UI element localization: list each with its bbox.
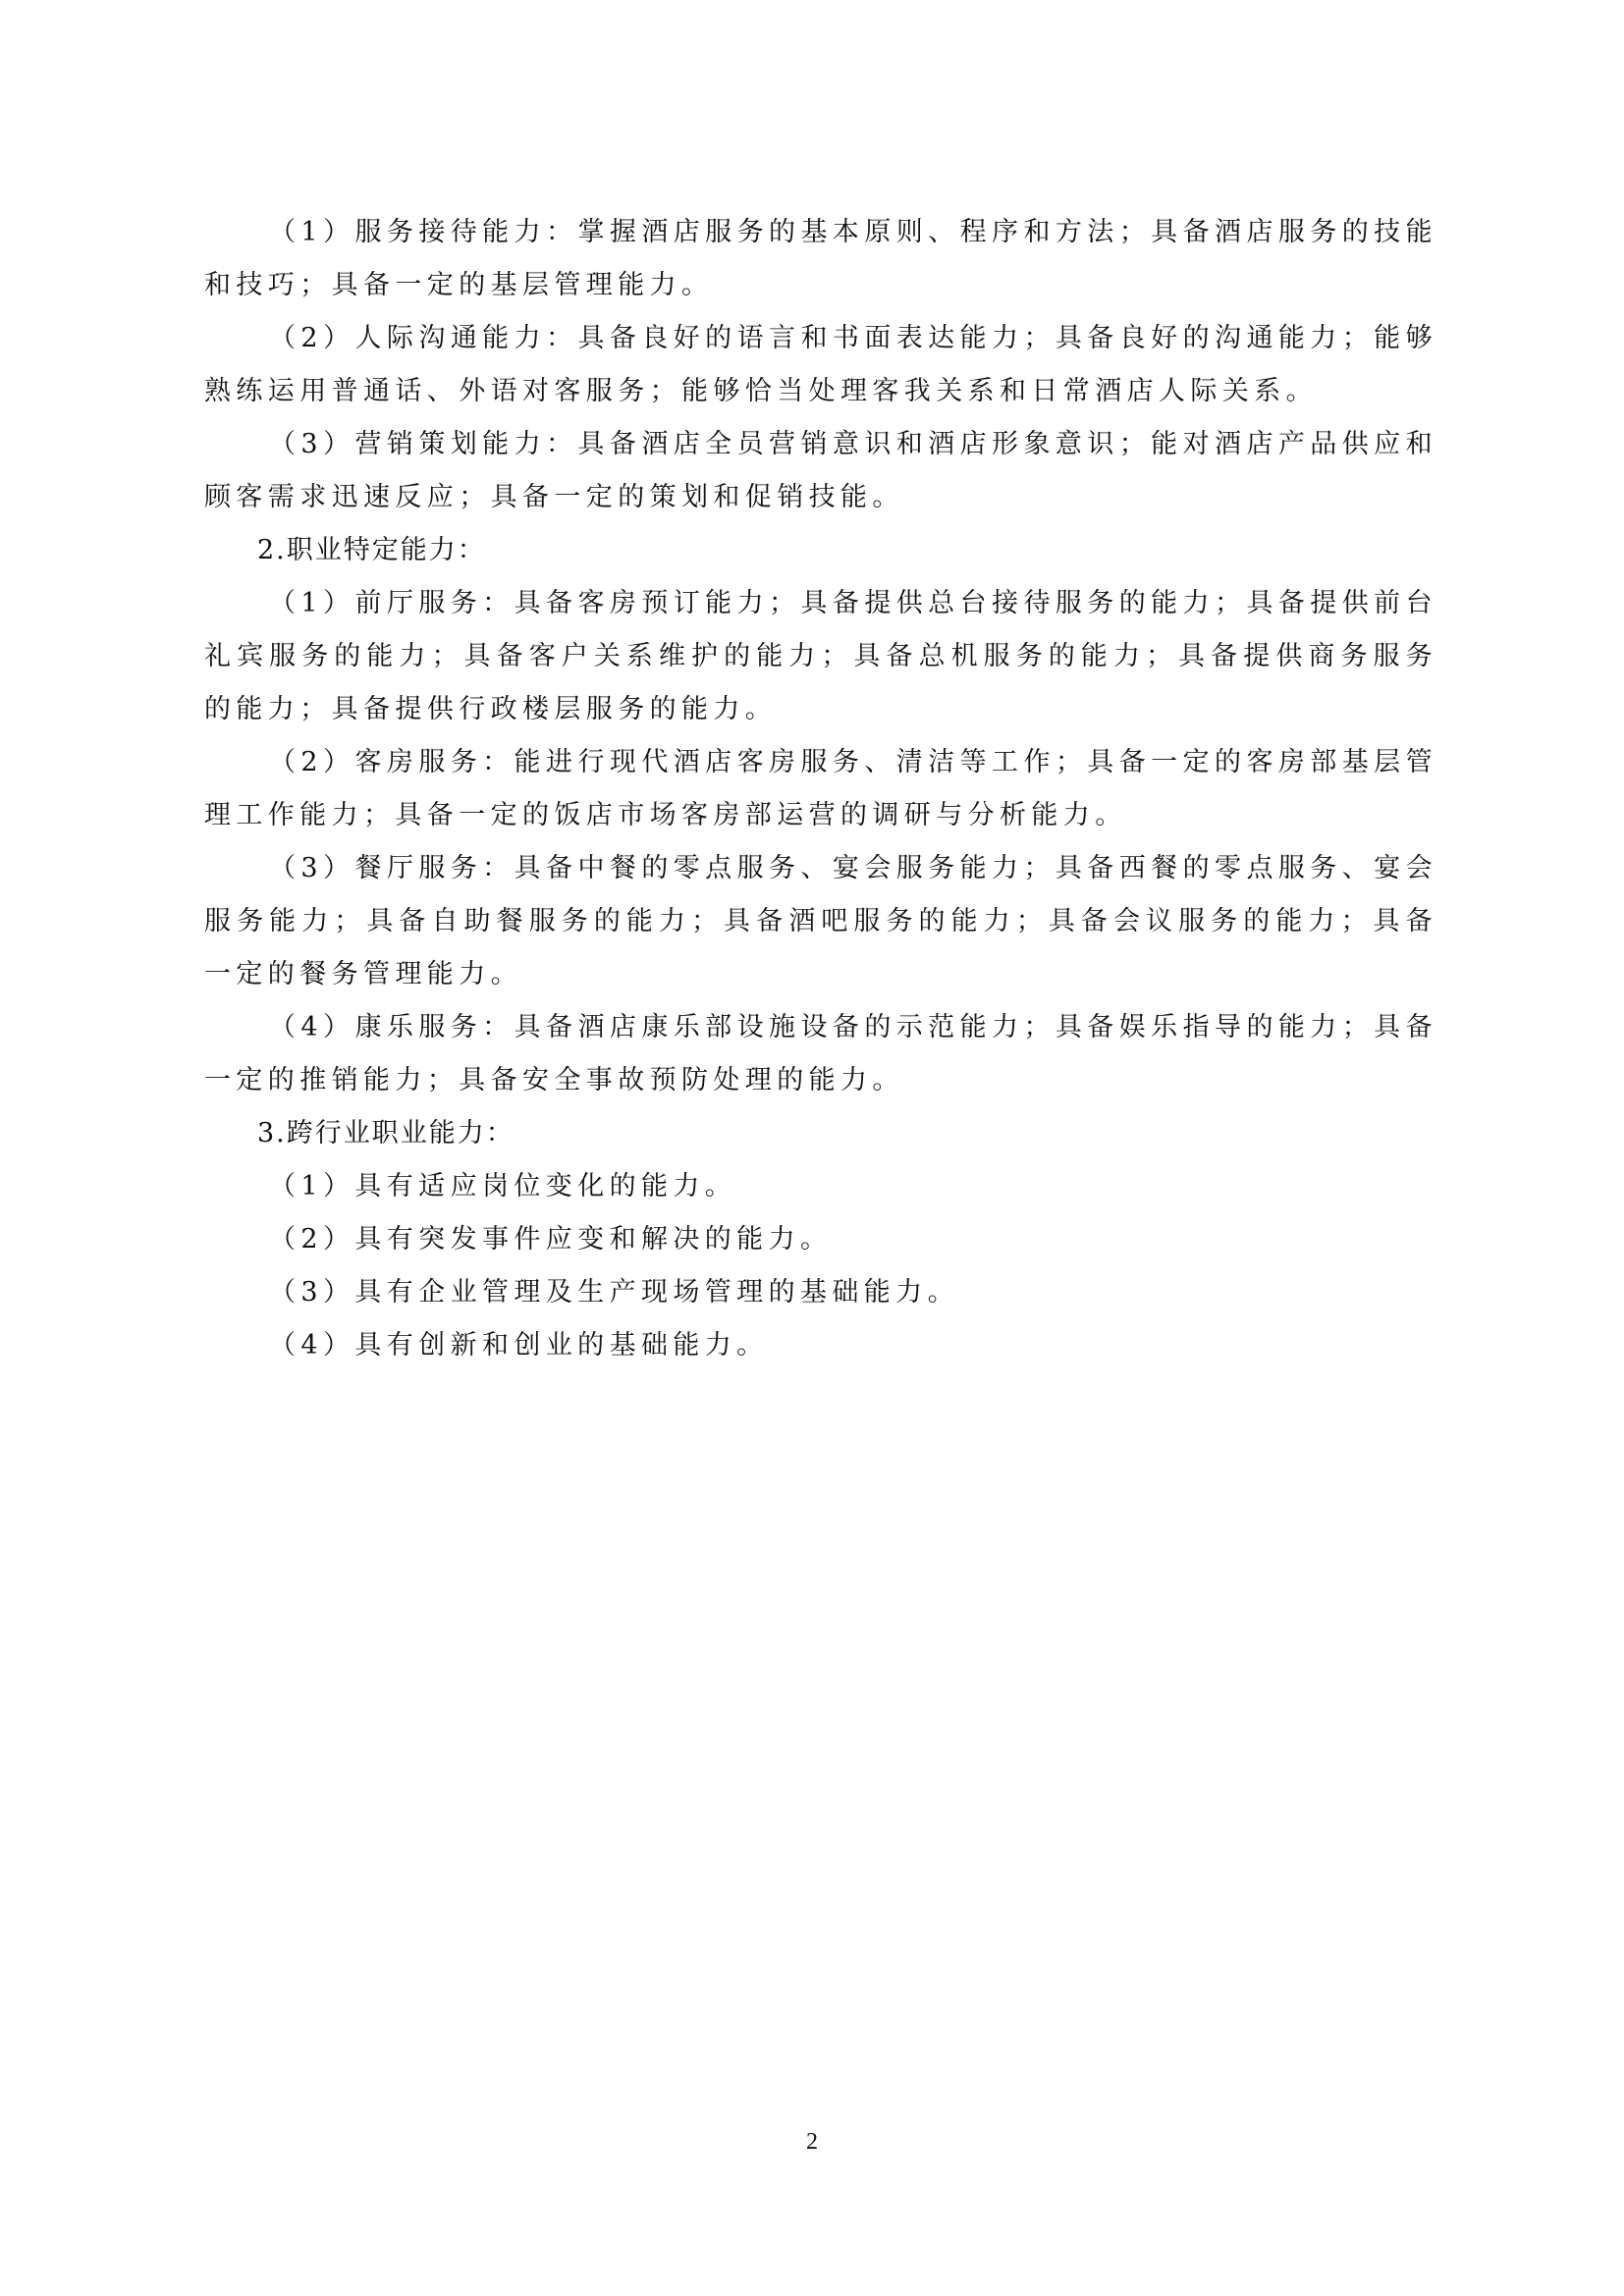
page-number: 2 bbox=[806, 2129, 818, 2155]
section-heading-specific-abilities: 2.职业特定能力： bbox=[257, 535, 486, 565]
paragraph-housekeeping: （2）客房服务：能进行现代酒店客房服务、清洁等工作；具备一定的客房部基层管理工作能力；具备一定的饭店市场客房部运营的调研与分析能力。 bbox=[204, 747, 1437, 830]
paragraph-marketing-planning: （3）营销策划能力：具备酒店全员营销意识和酒店形象意识；能对酒店产品供应和顾客需求迅速反应；具备一定的策划和促销技能。 bbox=[204, 429, 1437, 512]
paragraph-front-office: （1）前厅服务：具备客房预订能力；具备提供总台接待服务的能力；具备提供前台礼宾服务的能力；具备客户关系维护的能力；具备总机服务的能力；具备提供商务服务的能力；具备提供行政楼层服务的能力。 bbox=[204, 588, 1437, 724]
list-item-innovation: （4）具有创新和创业的基础能力。 bbox=[269, 1330, 769, 1361]
document-body bbox=[204, 206, 1437, 1372]
paragraph-interpersonal-communication: （2）人际沟通能力：具备良好的语言和书面表达能力；具备良好的沟通能力；能够熟练运用普通话、外语对客服务；能够恰当处理客我关系和日常酒店人际关系。 bbox=[204, 323, 1437, 406]
list-item-emergency-response: （2）具有突发事件应变和解决的能力。 bbox=[269, 1224, 833, 1255]
section-heading-cross-industry: 3.跨行业职业能力： bbox=[257, 1118, 514, 1148]
list-item-management: （3）具有企业管理及生产现场管理的基础能力。 bbox=[269, 1277, 959, 1308]
paragraph-recreation: （4）康乐服务：具备酒店康乐部设施设备的示范能力；具备娱乐指导的能力；具备一定的推销能力；具备安全事故预防处理的能力。 bbox=[204, 1012, 1437, 1095]
paragraph-service-reception: （1）服务接待能力：掌握酒店服务的基本原则、程序和方法；具备酒店服务的技能和技巧；具备一定的基层管理能力。 bbox=[204, 217, 1437, 300]
list-item-adaptability: （1）具有适应岗位变化的能力。 bbox=[269, 1171, 737, 1201]
paragraph-restaurant: （3）餐厅服务：具备中餐的零点服务、宴会服务能力；具备西餐的零点服务、宴会服务能力；具备自助餐服务的能力；具备酒吧服务的能力；具备会议服务的能力；具备一定的餐务管理能力。 bbox=[204, 853, 1437, 989]
